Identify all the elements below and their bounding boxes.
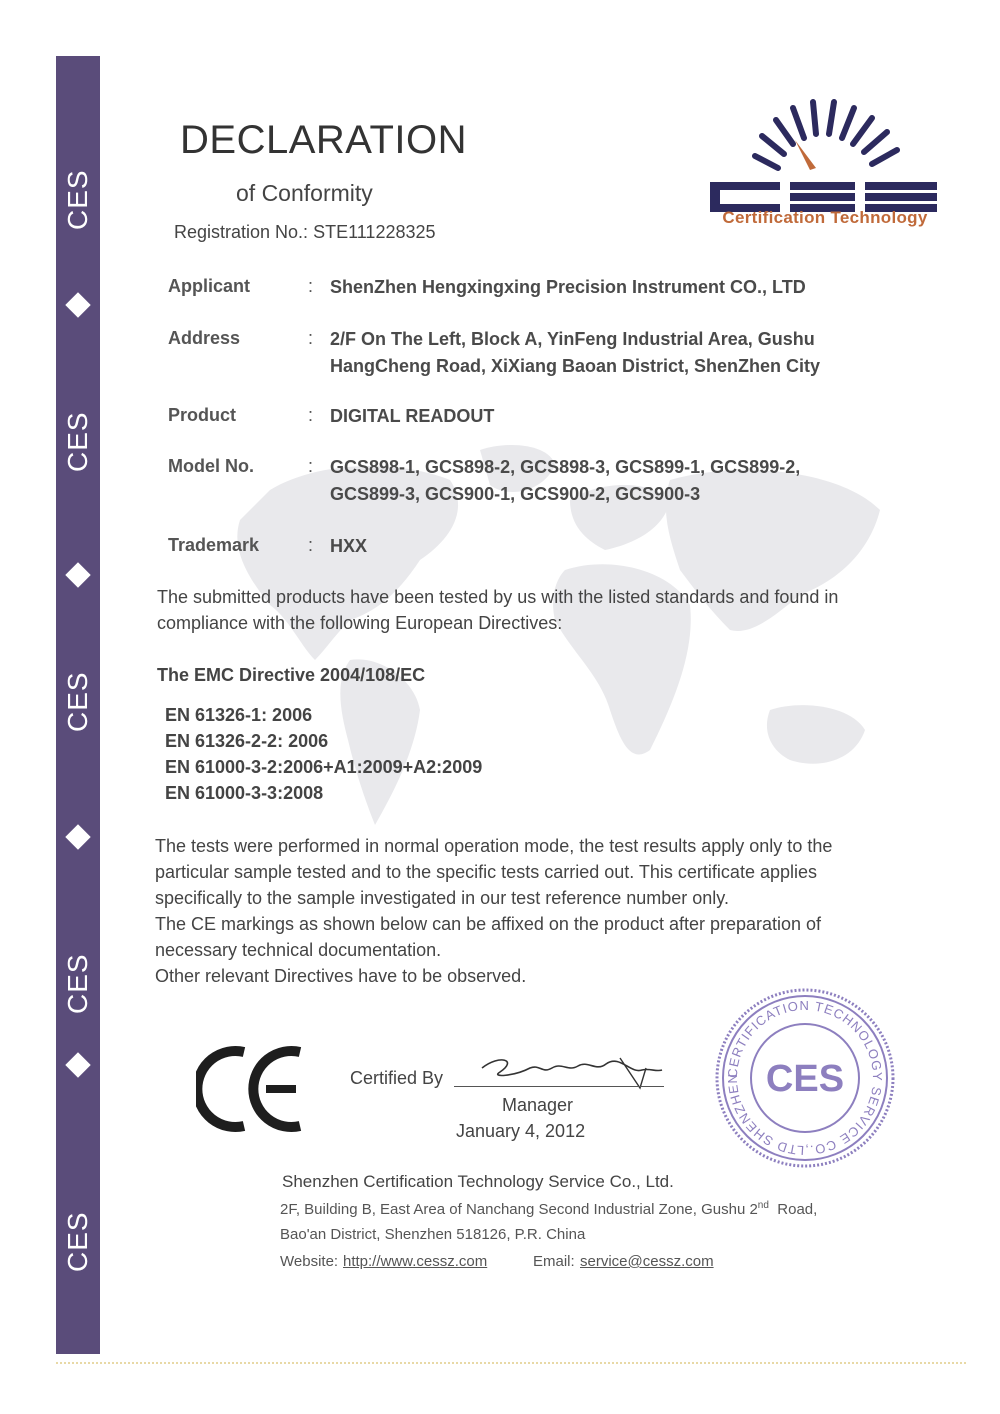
- footer-address-line1-text: 2F, Building B, East Area of Nanchang Second Industrial Zone, Gushu 2: [280, 1201, 758, 1218]
- product-colon: :: [308, 405, 314, 425]
- ce-mark-icon: [196, 1044, 308, 1134]
- footer-address-line2: Bao'an District, Shenzhen 518126, P.R. China: [280, 1226, 586, 1243]
- signature-date: January 4, 2012: [456, 1121, 586, 1141]
- side-band-diamond-3: [65, 824, 90, 849]
- address-value-line1: 2/F On The Left, Block A, YinFeng Industrial Area, Gushu: [330, 329, 815, 349]
- footer-company: Shenzhen Certification Technology Service Co., Ltd.: [282, 1172, 674, 1191]
- website-link[interactable]: http://www.cessz.com: [343, 1253, 488, 1270]
- directive-title: The EMC Directive 2004/108/EC: [157, 665, 426, 685]
- applicant-label: Applicant: [168, 276, 251, 296]
- side-band-ces-5: CES: [62, 1211, 93, 1273]
- side-band-ces-3: CES: [62, 671, 93, 733]
- company-seal: [712, 985, 898, 1171]
- bottom-rule: [56, 1362, 966, 1364]
- product-value: DIGITAL READOUT: [330, 406, 495, 426]
- side-band-ces-2: CES: [62, 411, 93, 473]
- model-value-line1: GCS898-1, GCS898-2, GCS898-3, GCS899-1, GCS899-2,: [330, 457, 801, 477]
- svg-text:CERTIFICATION TECHNOLOGY SERVI: CERTIFICATION TECHNOLOGY SERVICE CO.,LTD SHENZHEN: [724, 997, 886, 1159]
- side-band-diamond-2: [65, 562, 90, 587]
- statement-line1: The submitted products have been tested by us with the listed standards and found in: [157, 587, 839, 607]
- note-line: The tests were performed in normal operation mode, the test results apply only to the: [155, 836, 833, 856]
- model-value-line2: GCS899-3, GCS900-1, GCS900-2, GCS900-3: [330, 484, 701, 504]
- standard-item: EN 61000-3-2:2006+A1:2009+A2:2009: [165, 757, 483, 777]
- product-label: Product: [168, 405, 237, 425]
- footer-address-line1: [280, 1200, 817, 1218]
- statement-line2: compliance with the following European Directives:: [157, 613, 563, 633]
- trademark-colon: :: [308, 535, 314, 555]
- address-colon: :: [308, 328, 314, 348]
- side-band-diamond-4: [65, 1052, 90, 1077]
- trademark-value: HXX: [330, 536, 368, 556]
- model-label: Model No.: [168, 456, 254, 476]
- registration-label: Registration No.:: [174, 222, 309, 242]
- address-value-line2: HangCheng Road, XiXiang Baoan District, ShenZhen City: [330, 356, 821, 376]
- document-subtitle: of Conformity: [236, 180, 373, 206]
- address-label: Address: [168, 328, 241, 348]
- note-line: particular sample tested and to the specific tests carried out. This certificate applies: [155, 862, 817, 882]
- standard-item: EN 61326-1: 2006: [165, 705, 313, 725]
- model-colon: :: [308, 456, 314, 476]
- document-title: DECLARATION: [180, 118, 468, 162]
- note-line: specifically to the sample investigated in our test reference number only.: [155, 888, 729, 908]
- email-link[interactable]: service@cessz.com: [580, 1253, 714, 1270]
- logo-caption: Certification Technology: [722, 208, 928, 227]
- note-line: The CE markings as shown below can be affixed on the product after preparation of: [155, 914, 822, 934]
- email-label: Email:: [533, 1253, 575, 1270]
- note-line: necessary technical documentation.: [155, 940, 442, 960]
- standard-item: EN 61000-3-3:2008: [165, 783, 324, 803]
- side-band: [56, 56, 100, 1354]
- certified-by-label: Certified By: [350, 1068, 444, 1088]
- side-band-diamond-1: [65, 292, 90, 317]
- trademark-label: Trademark: [168, 535, 260, 555]
- applicant-colon: :: [308, 276, 314, 296]
- signer-title: Manager: [502, 1095, 574, 1115]
- note-line: Other relevant Directives have to be observed.: [155, 966, 527, 986]
- svg-text:CES: CES: [765, 1058, 845, 1100]
- side-band-ces-4: CES: [62, 953, 93, 1015]
- side-band-ces-1: CES: [62, 169, 93, 231]
- signature-line: [454, 1086, 664, 1087]
- standard-item: EN 61326-2-2: 2006: [165, 731, 329, 751]
- registration-row: [174, 222, 436, 243]
- footer-address-superscript: nd: [757, 1200, 769, 1211]
- footer-address-line1-road: Road,: [777, 1201, 818, 1218]
- applicant-value: ShenZhen Hengxingxing Precision Instrument CO., LTD: [330, 277, 806, 297]
- signature-image: [470, 1046, 670, 1096]
- registration-number: STE111228325: [313, 222, 436, 242]
- website-label: Website:: [280, 1253, 339, 1270]
